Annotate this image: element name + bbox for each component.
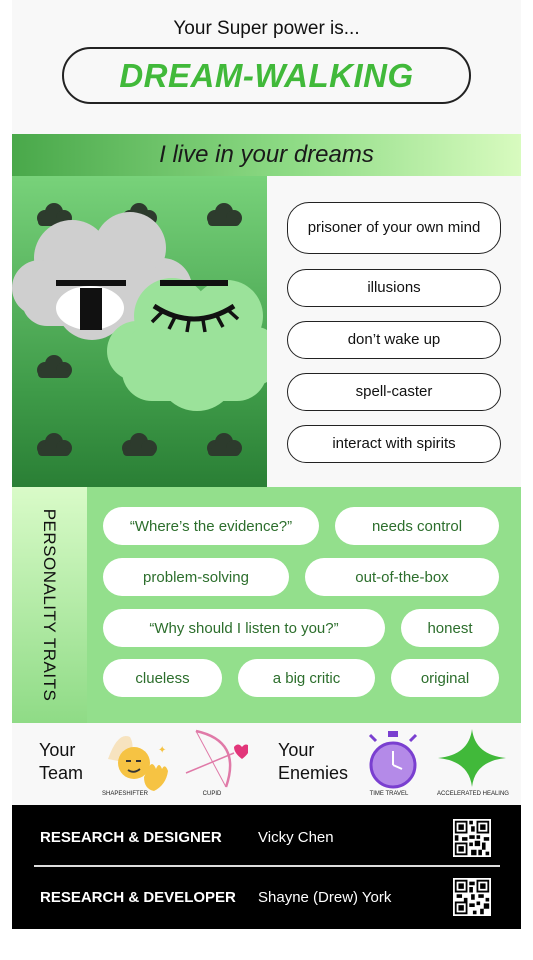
trait-pill: problem-solving — [103, 558, 289, 596]
power-pill: interact with spirits — [287, 425, 501, 463]
trait-pill: out-of-the-box — [305, 558, 499, 596]
tagline-text: I live in your dreams — [159, 141, 374, 168]
credit-name: Shayne (Drew) York — [258, 889, 392, 906]
team-label-line: Team — [39, 763, 84, 783]
trait-pill: “Why should I listen to you?” — [103, 609, 385, 647]
team-label — [39, 739, 83, 785]
power-list — [267, 176, 521, 487]
trait-pill: “Where’s the evidence?” — [103, 507, 319, 545]
credits-section — [12, 805, 521, 929]
enemies-label — [278, 739, 348, 785]
traits-label: PERSONALITY TRAITS — [40, 508, 59, 702]
intro-heading: Your Super power is... — [173, 18, 360, 39]
credit-name: Vicky Chen — [258, 829, 334, 846]
shapeshifter-caption: SHAPESHIFTER — [101, 791, 148, 797]
trait-pill: original — [391, 659, 499, 697]
cupid-caption: CUPID — [202, 791, 222, 797]
cloud-face-illustration — [12, 176, 267, 487]
sparkle-icon — [436, 727, 508, 789]
credit-role: RESEARCH & DESIGNER — [40, 829, 222, 846]
credits-divider — [34, 865, 500, 867]
personality-traits-section — [12, 487, 521, 723]
cupid-bow-icon — [182, 727, 248, 791]
qr-code-icon[interactable] — [453, 819, 491, 857]
trait-pill: needs control — [335, 507, 499, 545]
power-pill: illusions — [287, 269, 501, 307]
power-pill: don’t wake up — [287, 321, 501, 359]
enemies-label-line: Enemies — [278, 763, 349, 783]
trait-pill: a big critic — [238, 659, 375, 697]
credit-role: RESEARCH & DEVELOPER — [40, 889, 236, 906]
time-travel-caption: TIME TRAVEL — [369, 791, 409, 797]
shapeshifter-icon — [98, 729, 176, 795]
trait-pill: clueless — [103, 659, 222, 697]
power-pill: spell-caster — [287, 373, 501, 411]
superpower-title: DREAM-WALKING — [119, 56, 414, 94]
stopwatch-icon — [364, 729, 422, 791]
superpower-badge — [62, 47, 471, 104]
team-section — [12, 723, 521, 805]
traits-sidebar — [12, 487, 87, 723]
svg-text:✦: ✦ — [158, 745, 167, 756]
trait-pill: honest — [401, 609, 499, 647]
accelerated-healing-caption: ACCELERATED HEALING — [437, 791, 509, 797]
enemies-label-line: Your — [278, 740, 315, 760]
power-pill: prisoner of your own mind — [287, 202, 501, 254]
tagline-banner — [12, 134, 521, 176]
team-label-line: Your — [39, 740, 76, 760]
qr-code-icon[interactable] — [453, 878, 491, 916]
